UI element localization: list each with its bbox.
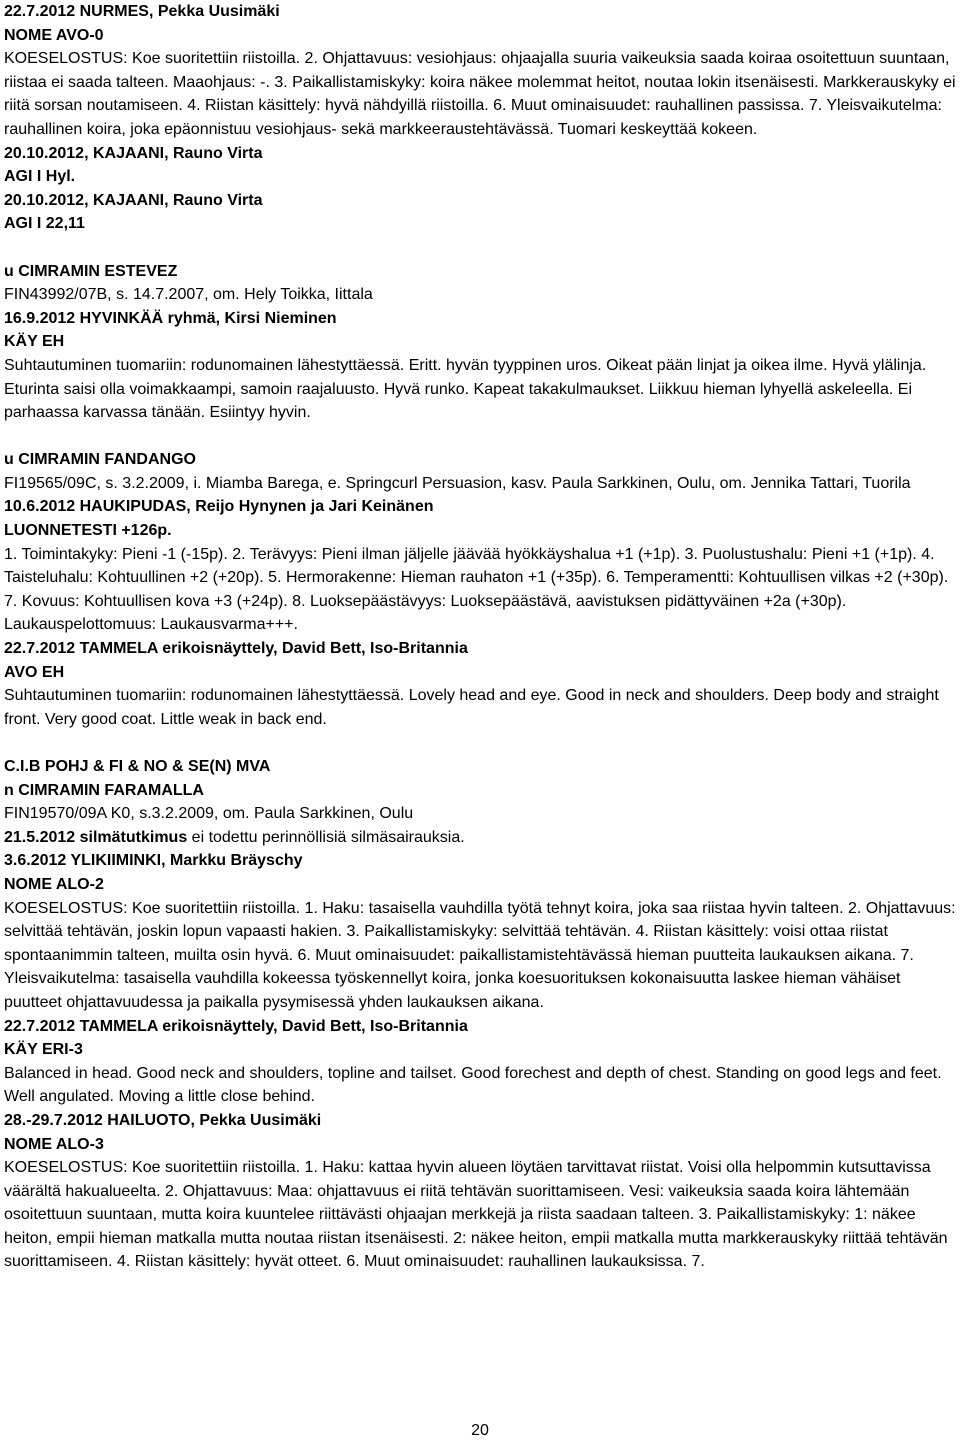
entry-heading: 20.10.2012, KAJAANI, Rauno Virta bbox=[4, 191, 263, 209]
entry-heading: 3.6.2012 YLIKIIMINKI, Markku Bräyschy bbox=[4, 852, 303, 870]
entry-line-rest: ei todettu perinnöllisiä silmäsairauksia. bbox=[187, 828, 465, 846]
blank-line bbox=[4, 425, 958, 449]
entry-heading: 10.6.2012 HAUKIPUDAS, Reijo Hynynen ja Jari Keinänen bbox=[4, 498, 434, 516]
entry-text: FIN43992/07B, s. 14.7.2007, om. Hely Toikka, Iittala bbox=[4, 286, 373, 304]
document-page bbox=[4, 0, 958, 1274]
entry-heading: LUONNETESTI +126p. bbox=[4, 522, 172, 540]
entry-heading: C.I.B POHJ & FI & NO & SE(N) MVA bbox=[4, 758, 271, 775]
entry-heading: 22.7.2012 NURMES, Pekka Uusimäki bbox=[4, 3, 280, 20]
entry-heading: n CIMRAMIN FARAMALLA bbox=[4, 781, 204, 799]
entry-text: 1. Toimintakyky: Pieni -1 (-15p). 2. Terävyys: Pieni ilman jäljelle jäävää hyökkäyshalua +1 (+1p). 3. Puolustushalu: Pieni +1 (+1p). 4. Taisteluhalu: Kohtuullinen +2 (+20p). 5. Hermorakenne: Hieman rauhaton +1 (+35p). 6. Temperamentti: Kohtuullisen vilkas +2 (+30p). 7. Kovuus: Kohtuullisen kova +3 (+24p). 8. Luoksepäästävyys: Luoksepäästävä, aavistuksen pidättyväinen +2a (+30p). Laukauspelottomuus: Laukausvarma+++. bbox=[4, 545, 949, 634]
entry-line bbox=[4, 826, 958, 850]
entry-text: Suhtautuminen tuomariin: rodunomainen lähestyttäessä. Eritt. hyvän tyyppinen uros. Oikeat pään linjat ja oikea ilme. Hyvä ylälinja. Eturinta saisi olla voimakkaampi, samoin raajaluusto. Hyvä runko. Kapeat takakulmaukset. Liikkuu hieman lyhyellä askeleella. Ei parhaassa karvassa tänään. Esiintyy hyvin. bbox=[4, 356, 927, 422]
blank-line bbox=[4, 236, 958, 260]
entry-text: Balanced in head. Good neck and shoulders, topline and tailset. Good forechest and depth of chest. Standing on good legs and feet. Well angulated. Moving a little close behind. bbox=[4, 1064, 942, 1106]
entry-heading: NOME ALO-2 bbox=[4, 875, 104, 893]
entry-heading: NOME ALO-3 bbox=[4, 1135, 104, 1153]
entry-text: KOESELOSTUS: Koe suoritettiin riistoilla. 1. Haku: tasaisella vauhdilla työtä tehnyt koira, joka saa riistaa hyvin talteen. 2. Ohjattavuus: selvittää tehtävän, joskin lopun vapaasti hakien. 3. Paikallistamiskyky: selvittää tehtävän. 4. Riistan käsittely: voisi ottaa riistat spontaanimmin talteen, muilta osin hyvä. 6. Muut ominaisuudet: paikallistamistehtävässä hieman puutteita laukauksen aikana. 7. Yleisvaikutelma: tasaisella vauhdilla kokeessa työskennellyt koira, jonka koesuorituksen kokonaisuutta laskee hieman vähäiset puutteet ohjattavuudessa ja paikalla pysymisessä yhden laukauksen aikana. bbox=[4, 899, 956, 1011]
entry-heading: u CIMRAMIN ESTEVEZ bbox=[4, 262, 178, 280]
entry-heading: AVO EH bbox=[4, 663, 65, 681]
entry-heading: KÄY ERI-3 bbox=[4, 1041, 83, 1059]
entry-heading: 16.9.2012 HYVINKÄÄ ryhmä, Kirsi Nieminen bbox=[4, 309, 337, 327]
entry-text: KOESELOSTUS: Koe suoritettiin riistoilla. 2. Ohjattavuus: vesiohjaus: ohjaajalla suuria vaikeuksia saada koiraa osoitettuun suuntaan, riistaa ei saada talteen. Maaohjaus: -. 3. Paikallistamiskyky: koira näkee molemmat heitot, noutaa lokin itsenäisesti. Markkerauskyky ei riitä sorsan noutamiseen. 4. Riistan käsittely: hyvä nähdyillä riistoilla. 6. Muut ominaisuudet: rauhallinen passissa. 7. Yleisvaikutelma: rauhallinen koira, joka epäonnistuu vesiohjaus- sekä markkeeraustehtävässä. Tuomari keskeyttää kokeen. bbox=[4, 50, 956, 138]
entry-heading: 22.7.2012 TAMMELA erikoisnäyttely, David Bett, Iso-Britannia bbox=[4, 1017, 468, 1035]
entry-line-bold: 21.5.2012 silmätutkimus bbox=[4, 828, 188, 846]
entry-text: KOESELOSTUS: Koe suoritettiin riistoilla. 1. Haku: kattaa hyvin alueen löytäen tarvittavat riistat. Voisi olla helpommin kutsuttavissa väärältä hakualueelta. 2. Ohjattavuus: Maa: ohjattavuus ei riitä tehtävän suorittamiseen. Vesi: vaikeuksia saada koira lähtemään osoitettuun suuntaan, mutta koira kuuntelee riittävästi ohjaajan merkkejä ja riista saadaan talteen. 3. Paikallistamiskyky: 1: näkee heiton, empii hieman matkalla mutta noutaa riistan itsenäisesti. 2: näkee heiton, empii matkalla mutta markkerauskyky riittää tehtävän suorittamiseen. 4. Riistan käsittely: hyvät otteet. 6. Muut ominaisuudet: rauhallinen laukauksissa. 7. bbox=[4, 1159, 948, 1271]
entry-heading: u CIMRAMIN FANDANGO bbox=[4, 451, 196, 469]
entry-heading: 20.10.2012, KAJAANI, Rauno Virta bbox=[4, 144, 263, 162]
entry-heading: NOME AVO-0 bbox=[4, 26, 104, 44]
entry-heading: 22.7.2012 TAMMELA erikoisnäyttely, David Bett, Iso-Britannia bbox=[4, 640, 468, 658]
entry-heading: AGI I 22,11 bbox=[4, 215, 85, 233]
entry-text: FIN19570/09A K0, s.3.2.2009, om. Paula Sarkkinen, Oulu bbox=[4, 805, 414, 823]
entry-heading: KÄY EH bbox=[4, 333, 65, 351]
entry-heading: 28.-29.7.2012 HAILUOTO, Pekka Uusimäki bbox=[4, 1111, 322, 1129]
entry-text: Suhtautuminen tuomariin: rodunomainen lähestyttäessä. Lovely head and eye. Good in neck and shoulders. Deep body and straight front. Very good coat. Little weak in back end. bbox=[4, 687, 939, 728]
entry-heading: AGI I Hyl. bbox=[4, 168, 76, 186]
entry-text: FI19565/09C, s. 3.2.2009, i. Miamba Barega, e. Springcurl Persuasion, kasv. Paula Sarkkinen, Oulu, om. Jennika Tattari, Tuorila bbox=[4, 474, 911, 492]
blank-line bbox=[4, 731, 958, 755]
page-number: 20 bbox=[471, 1422, 489, 1439]
